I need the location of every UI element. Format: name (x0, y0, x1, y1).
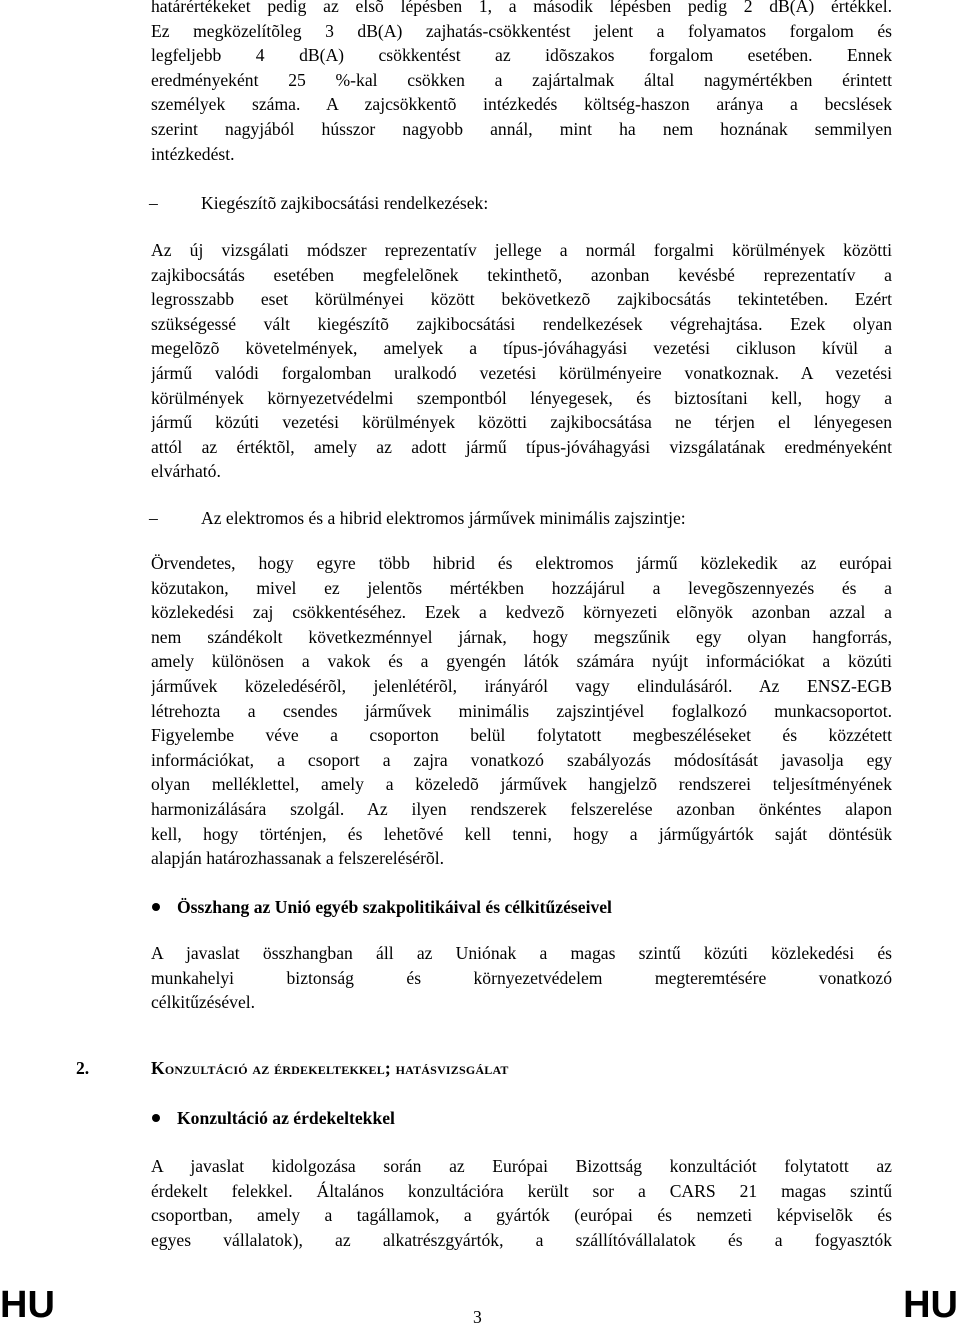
text-line: A javaslat összhangban áll az Uniónak a magas szintű közúti közlekedési és (151, 943, 892, 963)
text-line: jármű közúti vezetési körülmények közötti zajkibocsátása ne térjen el lényegesen (151, 412, 892, 433)
bullet-heading-label: Konzultáció az érdekeltekkel (177, 1108, 395, 1128)
text-line: személyek száma. A zajcsökkentõ intézkedés költség-haszon aránya a becslések (151, 94, 892, 115)
text-line: amely különösen a vakok és a gyengén látók számára nyújt információkat a közúti (151, 651, 892, 672)
bullet-heading-consistency (151, 895, 892, 920)
text-line: határértékeket pedig az elsõ lépésben 1, a második lépésben pedig 2 dB(A) értékkel. (151, 0, 892, 16)
text-line: Ez megközelítõleg 3 dB(A) zajhatás-csökkentést jelent a folyamatos forgalom és (151, 20, 892, 41)
text-line: Figyelembe véve a csoporton belül folytatott megbeszéléseket és közzétett (151, 725, 892, 746)
paragraph-consultation (151, 1154, 892, 1252)
text-line-last: alapján határozhassanak a felszerelésérõl. (151, 848, 445, 869)
dash-heading-label: Az elektromos és a hibrid elektromos járművek minimális zajszintje: (201, 508, 686, 528)
text-line: információkat, a csoport a zajra vonatkozó szabályozás módosítását javasolja egy (151, 749, 892, 770)
text-line: szükségessé vált kiegészítõ zajkibocsátási rendelkezések végrehajtása. Ezek olyan (151, 313, 892, 334)
text-line: szerint nagyjából hússzor nagyobb annál, mint ha nem hoznának semmilyen (151, 118, 892, 139)
paragraph-noise-limits (151, 0, 892, 166)
text-line: egyes vállalatok), az alkatrészgyártók, a szállítóvállalatok és a fogyasztók (151, 1229, 892, 1250)
section-title: Konzultáció az érdekeltekkel; hatásvizsgálat (151, 1058, 509, 1078)
dash-mark: – (149, 508, 158, 528)
text-line-last: elvárható. (151, 461, 221, 482)
footer-language-left: HU (0, 1284, 55, 1326)
text-line-last: célkitűzésével. (151, 992, 256, 1013)
text-line: eredményeként 25 %-kal csökken a zajártalmak által nagymértékben érintett (151, 69, 892, 90)
text-line: legrosszabb eset körülményei között bekövetkezõ zajkibocsátás tekintetében. Ezért (151, 289, 892, 310)
text-line: létrehozta a csendes járművek minimális zajszintjével foglalkozó munkacsoportot. (151, 700, 892, 721)
text-line: A javaslat kidolgozása során az Európai Bizottság konzultációt folytatott az (151, 1156, 892, 1176)
text-line-last: intézkedést. (151, 143, 235, 164)
bullet-icon (152, 1114, 160, 1122)
text-line: körülmények környezetvédelmi szempontból lényegesek, és biztosítani kell, hogy a (151, 387, 892, 408)
text-line: érdekelt felekkel. Általános konzultációra került sor a CARS 21 magas szintű (151, 1180, 892, 1201)
text-line: zajkibocsátás esetében megfelelõnek tekinthetõ, azonban kevésbé reprezentatív a (151, 264, 892, 285)
footer-language-right: HU (903, 1284, 958, 1326)
text-line: csoportban, amely a tagállamok, a gyártók (európai és nemzeti képviselõk és (151, 1205, 892, 1226)
dash-heading-supplementary (151, 191, 892, 216)
text-line: megelõzõ követelmények, amelyek a típus-jóváhagyási vezetési cikluson kívül a (151, 338, 892, 359)
section-number: 2. (76, 1058, 90, 1078)
text-line: Az új vizsgálati módszer reprezentatív jellege a normál forgalmi körülmények közötti (151, 240, 892, 260)
dash-mark: – (149, 193, 158, 213)
text-line: jármű valódi forgalomban uralkodó vezetési körülményeire vonatkoznak. A vezetési (151, 362, 892, 383)
footer-page-number: 3 (473, 1307, 482, 1327)
text-line: olyan melléklettel, amely a közeledõ járművek hangjelzõ rendszerei teljesítményének (151, 774, 892, 795)
text-line: legfeljebb 4 dB(A) csökkentést az idõszakos forgalom esetében. Ennek (151, 45, 892, 66)
bullet-heading-consultation (151, 1106, 892, 1131)
text-line: kell, hogy történjen, és lehetõvé kell tenni, hogy a járműgyártók saját döntésük (151, 823, 892, 844)
paragraph-electric-vehicles (151, 551, 892, 871)
dash-heading-label: Kiegészítõ zajkibocsátási rendelkezések: (201, 193, 489, 213)
text-line: attól az értéktõl, amely az adott jármű típus-jóváhagyási vizsgálatának eredményeként (151, 436, 892, 457)
text-line: nem szándékolt következménnyel járnak, hogy megszűnik egy olyan hangforrás, (151, 626, 892, 647)
paragraph-consistency (151, 941, 892, 1015)
bullet-heading-label: Összhang az Unió egyéb szakpolitikáival és célkitűzéseivel (177, 897, 612, 917)
text-line: közutakon, mivel ez jelentõs mértékben hozzájárul a levegõszennyezés és a (151, 577, 892, 598)
text-line: harmonizálására szolgál. Az ilyen rendszerek felszerelése azonban önkéntes alapon (151, 798, 892, 819)
text-line: járművek közeledésérõl, jelenlétérõl, irányáról vagy elindulásáról. Az ENSZ-EGB (151, 675, 892, 696)
bullet-icon (152, 903, 160, 911)
text-line: munkahelyi biztonság és környezetvédelem megteremtésére vonatkozó (151, 967, 892, 988)
text-line: közlekedési zaj csökkentéséhez. Ezek a kedvezõ környezeti elõnyök azonban azzal a (151, 602, 892, 623)
dash-heading-electric-vehicles (151, 506, 892, 531)
text-line: Örvendetes, hogy egyre több hibrid és elektromos jármű közlekedik az európai (151, 553, 892, 573)
paragraph-supplementary-provisions (151, 238, 892, 484)
